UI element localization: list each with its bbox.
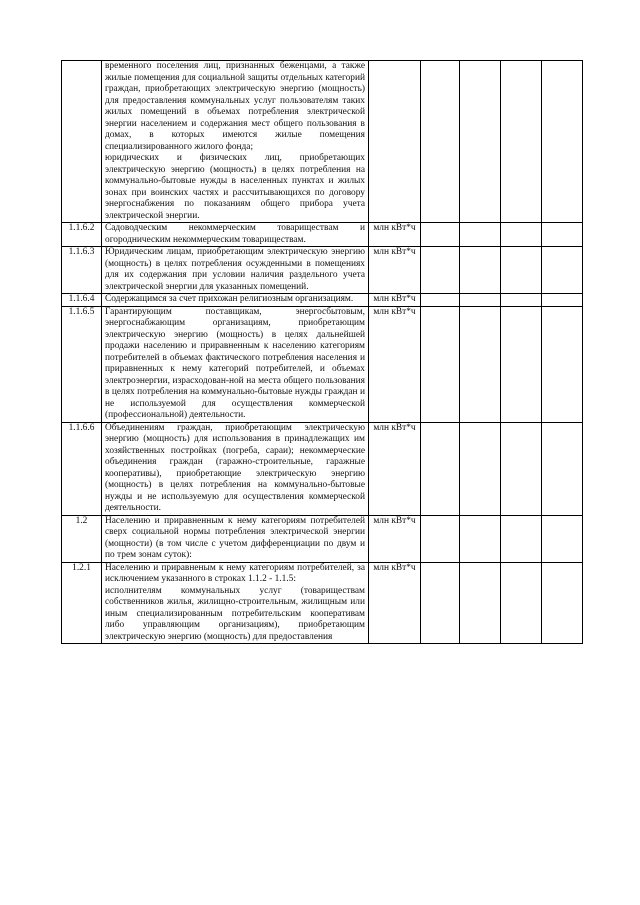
value-cell	[421, 61, 460, 223]
table-row	[62, 247, 583, 294]
value-cell	[542, 515, 583, 562]
value-cell	[542, 247, 583, 294]
table-row	[62, 294, 583, 307]
tariff-table	[61, 60, 583, 644]
row-number: 1.1.6.2	[62, 223, 102, 247]
description-paragraph: Населению и приравненным к нему категориям потребителей сверх социальной нормы потребления электрической энергии (мощности) (в том числе с учетом дифференциации по двум и по трем зонам суток):	[105, 515, 365, 560]
value-cell	[460, 247, 501, 294]
value-cell	[421, 247, 460, 294]
row-number: 1.1.6.3	[62, 247, 102, 294]
row-description	[102, 223, 369, 247]
row-description	[102, 247, 369, 294]
value-cell	[542, 223, 583, 247]
row-number: 1.1.6.4	[62, 294, 102, 307]
row-unit: млн кВт*ч	[369, 223, 421, 247]
description-paragraph: Гарантирующим поставщикам, энергосбытовым, энергоснабжающим организациям, приобретающим электрическую энергию (мощность) в целях дальнейшей продажи населению и приравненным к населению категориям потребителей в объемах фактического потребления населения и приравненных к нему категорий потребителей, и объемах электроэнергии, израсходован-ной на места общего пользования в целях потребления на коммунально-бытовые нужды граждан и не используемой для осуществления коммерческой (профессиональной) деятельности.	[105, 306, 365, 420]
description-paragraph: временного поселения лиц, признанных беженцами, а также жилые помещения для социальной защиты отдельных категорий граждан, приобретающих электрическую энергию (мощность) для предоставления коммунальных услуг пользователям таких жилых помещений в объемах потребления электрической энергии населением и содержания мест общего пользования в домах, в которых имеются жилые помещения специализированного жилого фонда;	[105, 61, 365, 152]
table-row	[62, 562, 583, 644]
table-row	[62, 422, 583, 515]
value-cell	[460, 422, 501, 515]
value-cell	[501, 562, 542, 644]
row-number: 1.1.6.5	[62, 306, 102, 422]
value-cell	[421, 294, 460, 307]
value-cell	[421, 515, 460, 562]
row-unit: млн кВт*ч	[369, 562, 421, 644]
row-description	[102, 562, 369, 644]
row-number: 1.1.6.6	[62, 422, 102, 515]
value-cell	[421, 223, 460, 247]
value-cell	[542, 61, 583, 223]
value-cell	[421, 562, 460, 644]
value-cell	[501, 294, 542, 307]
row-number: 1.2	[62, 515, 102, 562]
table-row	[62, 515, 583, 562]
value-cell	[460, 294, 501, 307]
value-cell	[542, 294, 583, 307]
description-paragraph: Садоводческим некоммерческим товариществам и огородническим некоммерческим товариществам.	[105, 223, 365, 245]
description-paragraph: Юридическим лицам, приобретающим электрическую энергию (мощность) в целях потребления осужденными в помещениях для их содержания при условии наличия раздельного учета электрической энергии для указанных помещений.	[105, 247, 365, 292]
row-unit: млн кВт*ч	[369, 515, 421, 562]
description-paragraph: юридических и физических лиц, приобретающих электрическую энергию (мощность) в целях потребления на коммунально-бытовые нужды в населенных пунктах и жилых зонах при воинских частях и рассчитывающихся по договору энергоснабжения по показаниям общего прибора учета электрической энергии.	[105, 153, 365, 221]
row-description	[102, 422, 369, 515]
table-row	[62, 223, 583, 247]
description-paragraph: Объединениям граждан, приобретающим электрическую энергию (мощность) для использования в принадлежащих им хозяйственных постройках (погреба, сараи); некоммерческие объединения граждан (гаражно-строительные, гаражные кооперативы), приобретающие электрическую энергию (мощность) в целях потребления на коммунально-бытовые нужды и не используемую для осуществления коммерческой деятельности.	[105, 422, 365, 513]
value-cell	[501, 306, 542, 422]
row-description	[102, 294, 369, 307]
description-paragraph: Содержащимся за счет прихожан религиозным организациям.	[105, 294, 354, 304]
row-unit: млн кВт*ч	[369, 306, 421, 422]
row-number: 1.2.1	[62, 562, 102, 644]
table-body	[62, 61, 583, 644]
value-cell	[542, 422, 583, 515]
value-cell	[460, 306, 501, 422]
row-description	[102, 515, 369, 562]
value-cell	[501, 422, 542, 515]
row-description	[102, 61, 369, 223]
value-cell	[501, 247, 542, 294]
value-cell	[460, 515, 501, 562]
row-unit	[369, 61, 421, 223]
row-description	[102, 306, 369, 422]
row-unit: млн кВт*ч	[369, 294, 421, 307]
table-row	[62, 306, 583, 422]
value-cell	[460, 223, 501, 247]
table-row	[62, 61, 583, 223]
value-cell	[460, 562, 501, 644]
value-cell	[421, 422, 460, 515]
value-cell	[501, 515, 542, 562]
value-cell	[542, 562, 583, 644]
row-number	[62, 61, 102, 223]
row-unit: млн кВт*ч	[369, 247, 421, 294]
value-cell	[542, 306, 583, 422]
value-cell	[501, 223, 542, 247]
description-paragraph: Населению и приравненым к нему категориям потребителей, за исключением указанного в строках 1.1.2 - 1.1.5:	[105, 562, 365, 584]
description-paragraph: исполнителям коммунальных услуг (товариществам собственников жилья, жилищно-строительным, жилищным или иным специализированным потребительским кооперативам либо управляющим организациям), приобретающим электрическую энергию (мощность) для предоставления	[105, 585, 365, 642]
row-unit: млн кВт*ч	[369, 422, 421, 515]
value-cell	[460, 61, 501, 223]
value-cell	[501, 61, 542, 223]
value-cell	[421, 306, 460, 422]
